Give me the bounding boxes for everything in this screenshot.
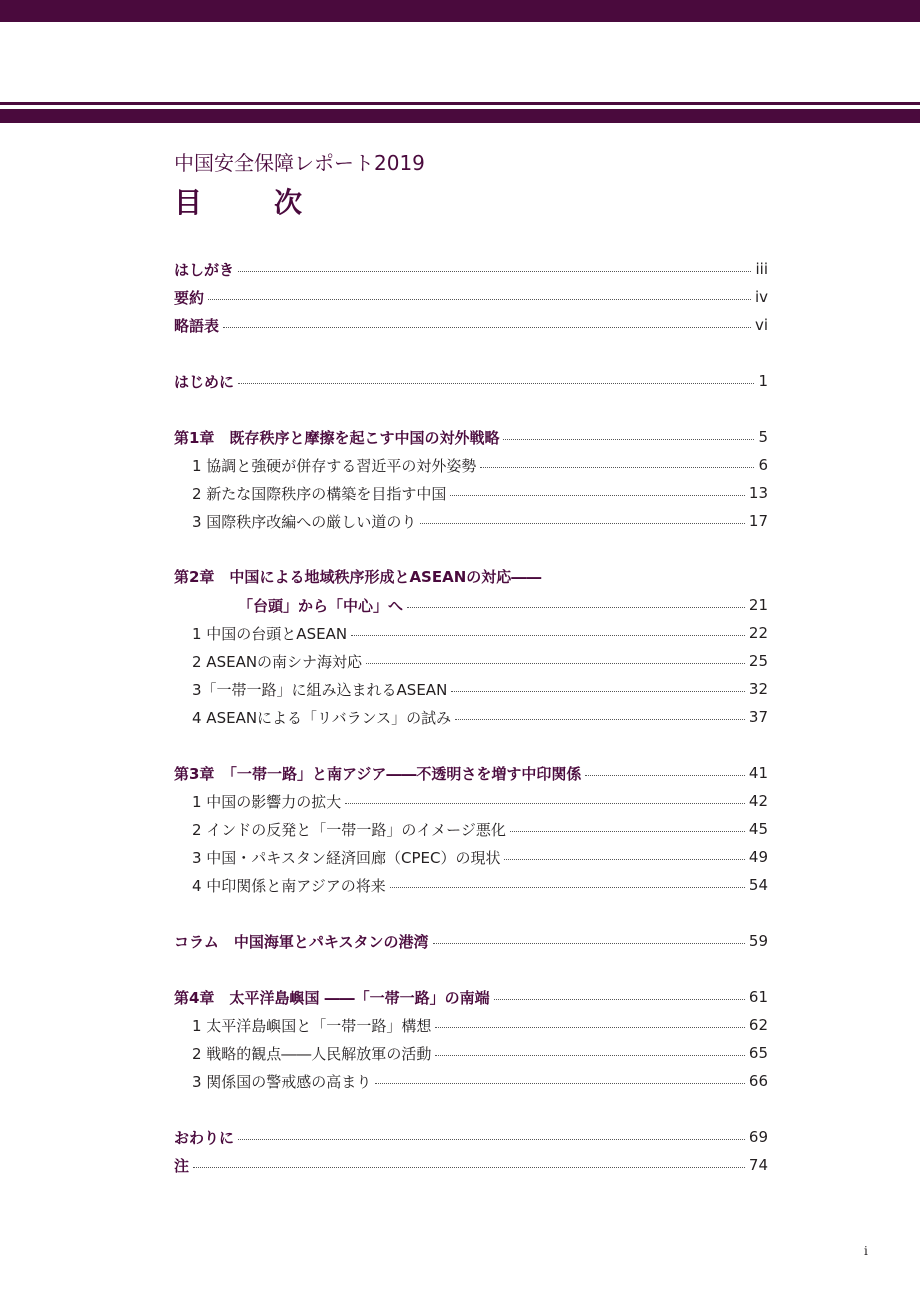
toc-entry-2-1[interactable]: [174, 622, 768, 644]
toc-label: 3 中国・パキスタン経済回廊（CPEC）の現状: [192, 848, 501, 867]
toc-page: 17: [748, 512, 768, 530]
toc-page: 61: [748, 988, 768, 1006]
toc-page: 59: [748, 932, 768, 950]
toc-entry-3-1[interactable]: [174, 790, 768, 812]
toc-label: 3「一帯一路」に組み込まれるASEAN: [192, 680, 448, 699]
toc-entry-chapter-3[interactable]: [174, 762, 768, 784]
toc-entry-chapter-2-line1[interactable]: 第2章 中国による地域秩序形成とASEANの対応――: [174, 568, 542, 586]
toc-entry-youyaku[interactable]: [174, 286, 768, 308]
toc-page: 45: [748, 820, 768, 838]
toc-page: 25: [748, 652, 768, 670]
toc-entry-1-3[interactable]: [174, 510, 768, 532]
dot-leader: [450, 495, 745, 496]
page-number: i: [864, 1244, 868, 1258]
dot-leader: [455, 719, 745, 720]
toc-entry-2-4[interactable]: [174, 706, 768, 728]
dot-leader: [208, 299, 751, 300]
toc-label: 3 国際秩序改編への厳しい道のり: [192, 512, 417, 531]
toc-entry-chapter-2[interactable]: [174, 594, 768, 616]
toc-page: vi: [754, 316, 768, 334]
dot-leader: [193, 1167, 745, 1168]
toc-entry-column[interactable]: [174, 930, 768, 952]
toc-label: 2 インドの反発と「一帯一路」のイメージ悪化: [192, 820, 506, 839]
toc-entry-chu[interactable]: [174, 1154, 768, 1176]
toc-page: 42: [748, 792, 768, 810]
toc-label: 2 戦略的観点――人民解放軍の活動: [192, 1044, 432, 1063]
toc-page: 32: [748, 680, 768, 698]
toc-entry-4-1[interactable]: [174, 1014, 768, 1036]
series-title: 中国安全保障レポート2019: [174, 151, 425, 175]
toc-page: 74: [748, 1156, 768, 1174]
toc-page: 62: [748, 1016, 768, 1034]
toc-label: 第1章 既存秩序と摩擦を起こす中国の対外戦略: [174, 428, 500, 447]
header-rule-thick: [0, 109, 920, 123]
toc-page: 69: [748, 1128, 768, 1146]
toc-label: 「台頭」から「中心」へ: [238, 596, 404, 615]
toc-label: 1 協調と強硬が併存する習近平の対外姿勢: [192, 456, 477, 475]
header-band-top: [0, 0, 920, 22]
toc-label: 第3章 「一帯一路」と南アジア――不透明さを増す中印関係: [174, 764, 582, 783]
dot-leader: [223, 327, 751, 328]
toc-label: 2 新たな国際秩序の構築を目指す中国: [192, 484, 447, 503]
toc-page: 6: [758, 456, 768, 474]
toc-page: 21: [748, 596, 768, 614]
toc-entry-1-1[interactable]: [174, 454, 768, 476]
toc-page: 66: [748, 1072, 768, 1090]
toc-page: 5: [758, 428, 768, 446]
toc-label: はじめに: [174, 372, 235, 391]
toc-label: 要約: [174, 288, 205, 307]
toc-entry-chapter-4[interactable]: [174, 986, 768, 1008]
dot-leader: [407, 607, 745, 608]
toc-label: 略語表: [174, 316, 220, 335]
dot-leader: [238, 1139, 745, 1140]
toc-label: 4 ASEANによる「リバランス」の試み: [192, 708, 452, 727]
toc-label: 注: [174, 1156, 190, 1175]
toc-label: 1 中国の影響力の拡大: [192, 792, 342, 811]
toc-entry-4-2[interactable]: [174, 1042, 768, 1064]
dot-leader: [585, 775, 745, 776]
toc-page: iii: [755, 260, 768, 278]
dot-leader: [433, 943, 745, 944]
dot-leader: [345, 803, 745, 804]
toc-entry-3-2[interactable]: [174, 818, 768, 840]
toc-label: 1 太平洋島嶼国と「一帯一路」構想: [192, 1016, 432, 1035]
dot-leader: [435, 1055, 745, 1056]
toc-entry-hajimeni[interactable]: [174, 370, 768, 392]
dot-leader: [480, 467, 754, 468]
toc-page: 41: [748, 764, 768, 782]
toc-entry-owarini[interactable]: [174, 1126, 768, 1148]
dot-leader: [366, 663, 745, 664]
toc-label: 第4章 太平洋島嶼国 ――「一帯一路」の南端: [174, 988, 490, 1007]
toc-page: 22: [748, 624, 768, 642]
toc-label: 2 ASEANの南シナ海対応: [192, 652, 363, 671]
toc-page: 54: [748, 876, 768, 894]
toc-entry-4-3[interactable]: [174, 1070, 768, 1092]
toc-entry-chapter-1[interactable]: [174, 426, 768, 448]
toc-label: コラム 中国海軍とパキスタンの港湾: [174, 932, 429, 951]
toc-label: おわりに: [174, 1128, 235, 1147]
toc-entry-ryakugo[interactable]: [174, 314, 768, 336]
toc-page: 13: [748, 484, 768, 502]
dot-leader: [238, 383, 754, 384]
dot-leader: [510, 831, 745, 832]
toc-page: 37: [748, 708, 768, 726]
toc-entry-1-2[interactable]: [174, 482, 768, 504]
toc-entry-2-2[interactable]: [174, 650, 768, 672]
toc-page: 1: [758, 372, 768, 390]
toc-label: 4 中印関係と南アジアの将来: [192, 876, 386, 895]
dot-leader: [420, 523, 745, 524]
dot-leader: [351, 635, 745, 636]
toc-entry-hashigaki[interactable]: [174, 258, 768, 280]
toc-entry-2-3[interactable]: [174, 678, 768, 700]
dot-leader: [390, 887, 745, 888]
toc-page: 49: [748, 848, 768, 866]
toc-page: 65: [748, 1044, 768, 1062]
toc-label: 1 中国の台頭とASEAN: [192, 624, 348, 643]
page-title: 目 次: [174, 186, 325, 219]
toc-page: iv: [754, 288, 768, 306]
toc-label: はしがき: [174, 260, 235, 279]
dot-leader: [504, 859, 744, 860]
dot-leader: [375, 1083, 745, 1084]
toc-entry-3-4[interactable]: [174, 874, 768, 896]
dot-leader: [503, 439, 754, 440]
toc-entry-3-3[interactable]: [174, 846, 768, 868]
dot-leader: [494, 999, 745, 1000]
toc-label: 3 関係国の警戒感の高まり: [192, 1072, 372, 1091]
header-rule-thin: [0, 102, 920, 105]
dot-leader: [435, 1027, 745, 1028]
dot-leader: [451, 691, 745, 692]
dot-leader: [238, 271, 751, 272]
